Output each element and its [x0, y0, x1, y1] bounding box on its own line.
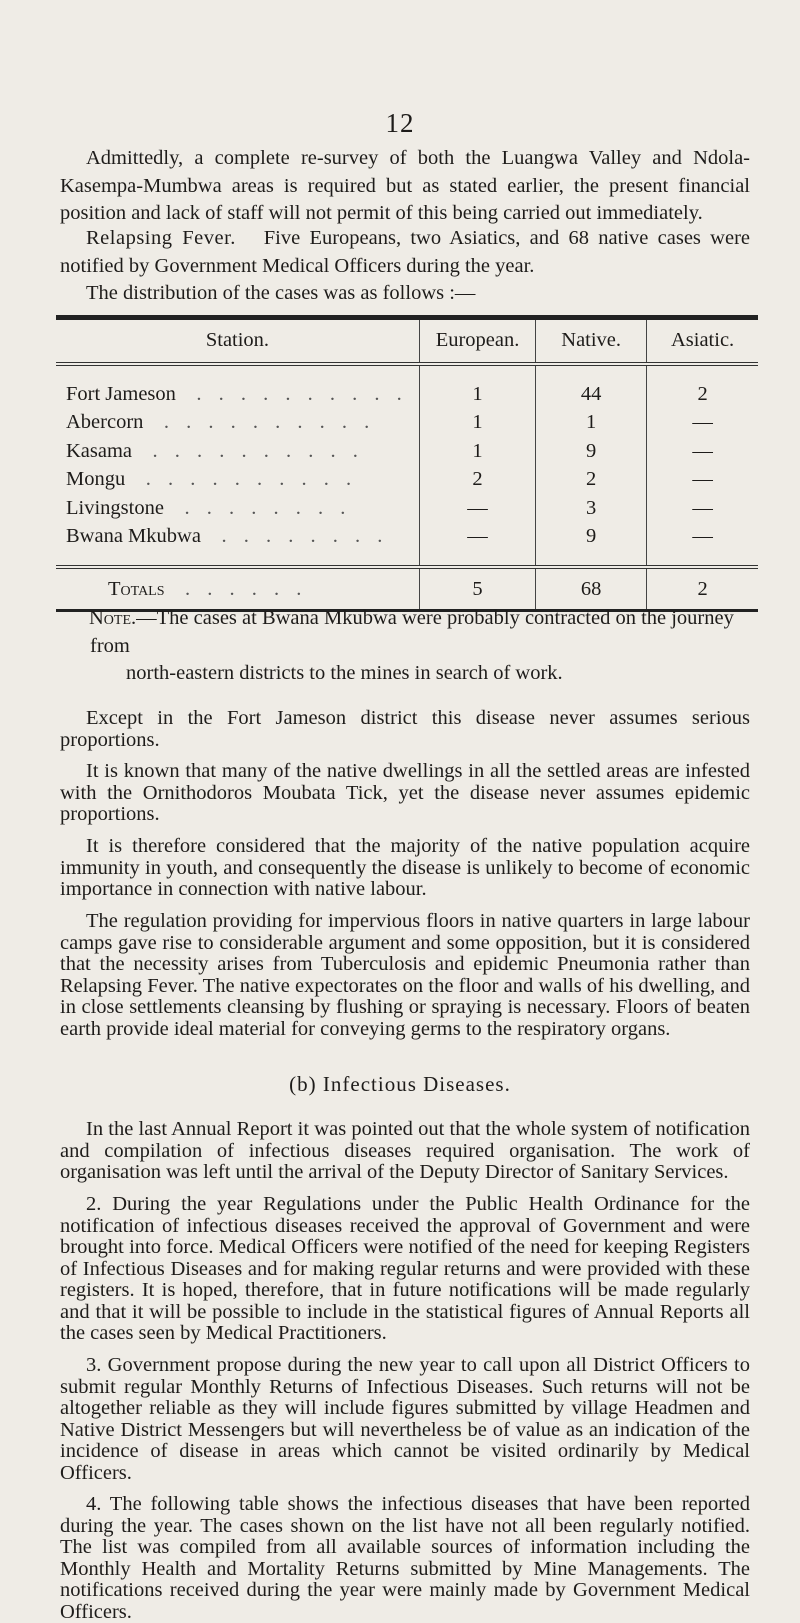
station-name: Livingstone [66, 496, 164, 519]
relapsing-fever-paragraph [60, 225, 750, 280]
european-count: — [419, 494, 535, 523]
header-european: European. [419, 320, 535, 362]
header-asiatic: Asiatic. [647, 320, 758, 362]
paragraph: It is therefore considered that the majority of the native population acquire immunity in youth, and consequently the disease is unlikely to become of economic importance in connection with native labour. [60, 835, 750, 900]
leader-dots: . . . . . . . . . . [196, 382, 408, 405]
paragraph: 3. Government propose during the new year to call upon all District Officers to submit regular Monthly Returns of Infectious Diseases. Such returns will not be altogether reliable as they will include figures submitted by village Headmen and Native District Messengers but will nevertheless be of value as an indication of the incidence of disease in areas which cannot be visited ordinarily by Medical Officers. [60, 1354, 750, 1484]
paragraph: In the last Annual Report it was pointed out that the whole system of notification and compilation of infectious diseases required organisation. The work of organisation was left until the arrival of the Deputy Director of Sanitary Services. [60, 1118, 750, 1183]
station-name: Kasama [66, 439, 133, 462]
european-count: 2 [419, 466, 535, 495]
asiatic-count: — [647, 466, 758, 495]
table-row [56, 380, 758, 409]
relapsing-fever-table [56, 315, 758, 612]
table-row [56, 523, 758, 552]
intro-paragraph: Admittedly, a complete re-survey of both the Luangwa Valley and Ndola-Kasempa-Mumbwa areas is required but as stated earlier, the present financial position and lack of staff will not permit of this being carried out immediately. [60, 147, 750, 224]
paragraph: The regulation providing for impervious floors in native quarters in large labour camps gave rise to considerable argument and some opposition, but it is considered that the necessity arises from Tuberculosis and epidemic Pneumonia rather than Relapsing Fever. The native expectorates on the floor and walls of his dwelling, and in close settlements cleansing by flushing or spraying is necessary. Floors of beaten earth provide ideal material for conveying germs to the respiratory organs. [60, 910, 750, 1040]
relapsing-fever-heading: Relapsing Fever. [86, 227, 236, 249]
leader-dots: . . . . . . . . . . [152, 439, 364, 462]
table-row [56, 409, 758, 438]
table-row [56, 466, 758, 495]
distribution-lead: The distribution of the cases was as follows :— [86, 282, 476, 304]
table-note [90, 605, 750, 688]
totals-label: Totals [108, 577, 165, 600]
asiatic-total: 2 [647, 569, 758, 609]
relapsing-fever-text: Five Europeans, two Asiatics, and 68 native cases were notified by Government Medical Officers during the year. [60, 227, 751, 277]
totals-row [56, 569, 758, 609]
european-count: 1 [419, 380, 535, 409]
european-total: 5 [419, 569, 535, 609]
european-count: — [419, 523, 535, 552]
table-row [56, 437, 758, 466]
leader-dots: . . . . . . . . [184, 496, 352, 519]
european-count: 1 [419, 409, 535, 438]
leader-dots: . . . . . . . . . . [163, 411, 376, 434]
leader-dots: . . . . . . [185, 577, 308, 600]
european-count: 1 [419, 437, 535, 466]
native-count: 44 [536, 380, 647, 409]
native-total: 68 [536, 569, 647, 609]
asiatic-count: — [647, 494, 758, 523]
station-name: Bwana Mkubwa [66, 525, 201, 548]
paragraph: It is known that many of the native dwellings in all the settled areas are infested with the Ornithodoros Moubata Tick, yet the disease never assumes epidemic proportions. [60, 760, 750, 825]
note-line-2: north-eastern districts to the mines in search of work. [126, 662, 563, 684]
section-heading: (b) Infectious Diseases. [289, 1072, 511, 1096]
station-name: Mongu [66, 468, 126, 491]
native-count: 3 [536, 494, 647, 523]
note-label: Note. [89, 607, 137, 629]
paragraph: 2. During the year Regulations under the Public Health Ordinance for the notification of infectious diseases received the approval of Government and were brought into force. Medical Officers were notified of the need for keeping Registers of Infectious Diseases and for making regular returns and were provided with these registers. It is hoped, therefore, that in future notifications will be made regularly and that it will be possible to include in the statistical figures of Annual Reports all the cases seen by Medical Practitioners. [60, 1193, 750, 1344]
header-native: Native. [536, 320, 647, 362]
native-count: 1 [536, 409, 647, 438]
asiatic-count: — [647, 409, 758, 438]
native-count: 2 [536, 466, 647, 495]
paragraph: 4. The following table shows the infectious diseases that have been reported during the year. The cases shown on the list have not all been regularly notified. The list was compiled from all available sources of information including the Monthly Health and Mortality Returns submitted by Mine Managements. The notifications received during the year were mainly made by Government Medical Officers. [60, 1493, 750, 1623]
asiatic-count: 2 [647, 380, 758, 409]
leader-dots: . . . . . . . . . . [145, 468, 358, 491]
header-station: Station. [205, 329, 270, 351]
station-name: Abercorn [66, 411, 144, 434]
leader-dots: . . . . . . . . [221, 525, 389, 548]
station-name: Fort Jameson [66, 382, 176, 405]
paragraph: Except in the Fort Jameson district this disease never assumes serious proportions. [60, 707, 750, 751]
native-count: 9 [536, 523, 647, 552]
asiatic-count: — [647, 523, 758, 552]
table-row [56, 494, 758, 523]
native-count: 9 [536, 437, 647, 466]
note-line-1: —The cases at Bwana Mkubwa were probably contracted on the journey from [90, 607, 734, 657]
page-number: 12 [385, 108, 415, 138]
asiatic-count: — [647, 437, 758, 466]
